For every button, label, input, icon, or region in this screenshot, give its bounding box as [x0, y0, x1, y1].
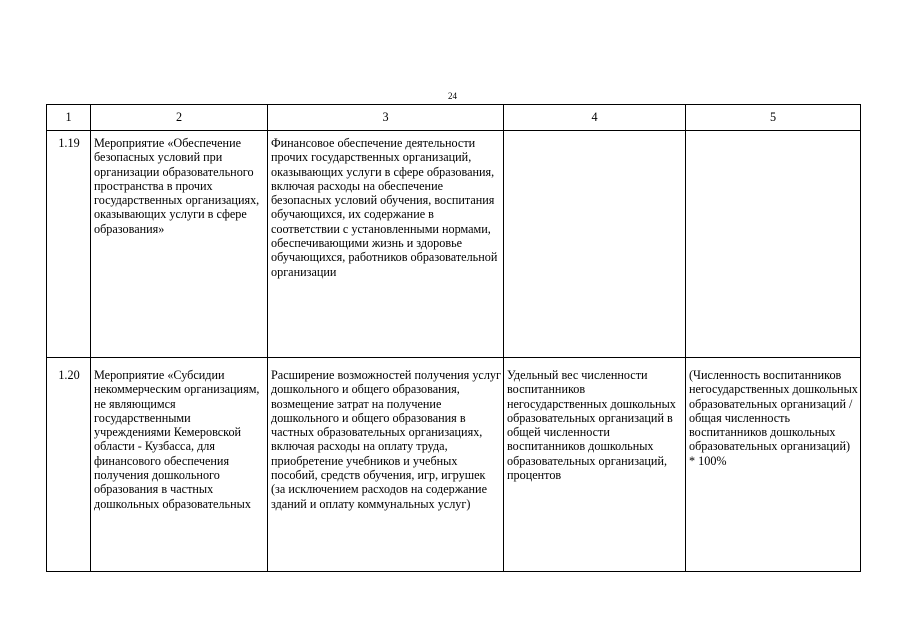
event-description-cell: Расширение возможностей получения услуг дошкольного и общего образования, возмещение затрат на получение дошкольного и общего образования в частных образовательных организациях, включая расходы на оплату труда, приобретение учебников и учебных пособий, средств обучения, игр, игрушек (за исключением расходов на содержание зданий и оплату коммунальных услуг)	[268, 358, 504, 572]
event-name-cell: Мероприятие «Субсидии некоммерческим организациям, не являющимся государственными учреждениями Кемеровской области - Кузбасса, для финансового обеспечения получения дошкольного образования в частных дошкольных образовательных	[91, 358, 268, 572]
formula-cell	[686, 131, 861, 358]
event-description-cell: Финансовое обеспечение деятельности прочих государственных организаций, оказывающих услуги в сфере образования, включая расходы на обеспечение безопасных условий обучения, воспитания обучающихся, их содержание в соответствии с установленными нормами, обеспечивающими жизнь и здоровье обучающихся, работников образовательной организации	[268, 131, 504, 358]
column-header-2: 2	[91, 105, 268, 131]
column-header-3: 3	[268, 105, 504, 131]
table-row	[47, 131, 861, 358]
row-number: 1.19	[47, 131, 91, 358]
document-table	[46, 104, 861, 572]
table-header-row	[47, 105, 861, 131]
row-number: 1.20	[47, 358, 91, 572]
column-header-5: 5	[686, 105, 861, 131]
page-number: 24	[448, 91, 457, 101]
event-name-cell: Мероприятие «Обеспечение безопасных условий при организации образовательного пространства в прочих государственных организациях, оказывающих услуги в сфере образования»	[91, 131, 268, 358]
column-header-4: 4	[504, 105, 686, 131]
indicator-cell: Удельный вес численности воспитанников негосударственных дошкольных образовательных организаций в общей численности воспитанников дошкольных образовательных организаций, процентов	[504, 358, 686, 572]
indicator-cell	[504, 131, 686, 358]
formula-cell: (Численность воспитанников негосударственных дошкольных образовательных организаций / общая численность воспитанников дошкольных образовательных организаций) * 100%	[686, 358, 861, 572]
table-row	[47, 358, 861, 572]
column-header-1: 1	[47, 105, 91, 131]
